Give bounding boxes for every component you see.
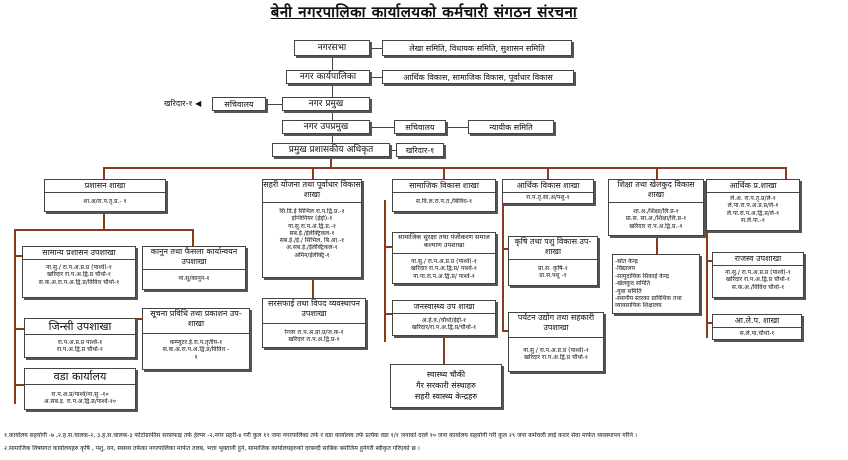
unit-law-judgment [142, 246, 246, 290]
health-institutions-box [390, 364, 502, 408]
division-social-development [392, 179, 496, 212]
staff-line: इन्जिनियर (ईद्दो)-१ [291, 215, 333, 223]
karyapalika-committees-box: आर्थिक विकास, सामाजिक विकास, पूर्वाधार विकास [382, 70, 574, 84]
nagarsabha-box: नगरसभा [294, 40, 370, 56]
staff-line: अमिन/ईलेक्ट्रि-१ [294, 251, 330, 259]
division-title: प्रशासन शाखा [45, 180, 165, 193]
staff-line: ना.सु/कानुन-१ [178, 275, 210, 282]
connector [103, 212, 105, 230]
staff-line: अ.हे.व./चौथो/ईद्दो-१ [421, 317, 467, 324]
bus-connector [330, 157, 332, 167]
division-staff [709, 195, 797, 224]
unit-staff [395, 317, 493, 332]
unit-sanitation-disaster [262, 298, 366, 348]
staff-line: खरिदार रा.प.अ.द्वि.प्र चौथो-१ [46, 271, 111, 279]
unit-title: सामाजिक सुरक्षा तथा पंजीकरण समाज कल्याण उपशाखा [393, 233, 495, 254]
unit-title: जिन्सी उपशाखा [25, 319, 135, 335]
staff-line: स.ले.पा.-१ [740, 216, 766, 224]
staff-line: अ.सब.इ. रा.प.अ.द्वि.प्र/पार्श्व-१० [44, 398, 116, 406]
cao-kharidar-box: खरिदार-१ [396, 143, 444, 157]
cao-box: प्रमुख प्रशासकीय अधिकृत [272, 143, 390, 157]
upapramukh-box: नगर उपप्रमुख [282, 120, 370, 134]
division-economic-development [502, 179, 594, 204]
connector [446, 127, 468, 128]
institution-line: -स्रोत केन्द्र [615, 258, 638, 265]
unit-title: सामान्य प्रशासन उपशाखा [23, 247, 135, 260]
connector [14, 229, 194, 231]
bus-drop [656, 167, 658, 179]
secretariat-right-box: सचिवालय [394, 120, 446, 134]
division-staff [505, 194, 591, 201]
unit-title: आ.ले.प. शाखा [713, 315, 801, 328]
division-staff [395, 198, 493, 205]
staff-line: ना.सु./ रा.प.अ.प्र.प्र (पार्श्व)-१ [411, 258, 477, 265]
staff-line: खरिदार/रा.प.अ.द्वि.प्र/चौथो-१ [411, 324, 477, 332]
staff-line: खरिदार रा.प.अ.द्वि.प्र चौथो-१ [725, 276, 790, 284]
division-administration [44, 179, 166, 212]
karyapalika-box: नगर कार्यपालिका [286, 70, 370, 84]
secretariat-left-box: सचिवालय [212, 97, 266, 111]
bus-drop [312, 167, 314, 179]
unit-it-publication [142, 308, 250, 370]
division-title: आर्थिक विकास शाखा [503, 180, 593, 193]
unit-general-administration [22, 246, 136, 298]
health-institutions-list [393, 369, 499, 402]
unit-title: जनस्वास्थ्य उप शाखा [393, 301, 495, 314]
staff-line: शा.अ./शिक्षा/लि.प्र-१ [633, 208, 679, 215]
unit-inventory [24, 318, 136, 358]
division-urban-infrastructure [262, 179, 362, 278]
connector [14, 384, 24, 386]
institution-line: व्यावसायिक शिक्षालय [615, 302, 662, 310]
kharidar-left-text: खरिदार-१ [164, 99, 193, 108]
education-institutions-box [612, 254, 700, 314]
division-title: सहरी योजना तथा पूर्वाधार विकास शाखा [263, 180, 361, 203]
connector [443, 336, 445, 364]
staff-line: शा.अ/रा.प.तृ.प्र.- १ [83, 198, 127, 205]
staff-line: स.क.अ.रा.प.अ.द्वि.प्र/विविध चौथो-१ [38, 278, 120, 286]
unit-title: कानुन तथा फैसला कार्यान्वयन उपशाखा [143, 247, 245, 270]
staff-line: ना.सु / रा.प.अ.प्र.प्र (पार्श्व)-१ [523, 347, 589, 354]
unit-staff [395, 258, 493, 280]
staff-line: खरिदार रा.प.अ.द्वि.प्र चौथो-१ [523, 354, 588, 362]
connector [384, 313, 392, 315]
staff-line: स.क.अ.रा.प.अ.द्वि.प्र/विविध - [162, 346, 230, 354]
unit-title: सूचना प्रविधि तथा प्रकाशन उप-शाखा [143, 309, 249, 334]
staff-line: सब.ई./ई./ सिभिल, बि.आ.-१ [279, 237, 345, 245]
bus-drop [103, 167, 105, 179]
unit-staff [715, 269, 801, 291]
connector [14, 255, 22, 257]
connector [370, 48, 382, 49]
staff-line: प्रा.स. कृषि-१ [538, 265, 568, 272]
staff-line: रा.प.अ.द्वि.प्र चौथो-१ [57, 346, 103, 354]
connector [370, 127, 394, 128]
footnote-2: २.सामाजिक विषयगत कार्यालयहरु कृषि , पशु, वन, स्वस्थ्य तर्फका नगरपालिका मार्फत तलब, भत्ता भुक्तानी हुने, सामाजिक कार्यालयहरुको दरबन्दी साबिक बमोजिम हुनेगरी स्वीकृत गरिएको छ । [4, 445, 420, 452]
staff-line: ले.पा.रा.प.अ.द्वि.प्र/ले-१ [726, 209, 780, 217]
footnote-1: १.कार्यालय सहयोगी -७ ,२.ह.स.चालक-२, ३.ह.स.चालक-३ फोटोग्राफीस सरसफाइ तर्फ हेल्पर -२,नगर प्रहरी-४ गरी कुल १९ जना नगरपालिका तर्फ र वडा कार्यालय तर्फ प्रत्येक वडा १/१ जनाको दरले १० जना कार्यालय सहयोगी गरी कुल २९ जना कर्मचारी लाई करार सेवा मार्फत व्यवस्थापन गरिने । [4, 432, 638, 439]
staff-line: खरिदार रा.प.अ.द्वि.प्र/ पार्श्व-१ [410, 265, 478, 273]
division-financial-administration [706, 179, 800, 231]
staff-line: सि.डि.ई सिभिल रा.प.द्वि.प्र.-१ [279, 208, 345, 215]
institution-line: -खेलकुद समिति [615, 280, 651, 288]
unit-social-security [392, 232, 496, 284]
staff-line: रा.प.अ.प्र.प्र पार्श्व-१ [57, 339, 103, 346]
unit-ward-office [24, 368, 136, 410]
connector [502, 204, 504, 332]
staff-line: रेन्जर रा.प.अ.प्रा.प्र/ज.क-१ [284, 329, 344, 336]
staff-line: प्रा.स.पशु -१ [539, 272, 567, 280]
bus-drop [785, 167, 787, 179]
unit-staff [511, 347, 601, 362]
staff-line: १ [194, 353, 198, 361]
unit-staff [27, 339, 133, 354]
division-staff [265, 208, 359, 259]
staff-line: स.क.अ./विविध चौथो-१ [731, 283, 785, 291]
institution-line: -युवा समिति [615, 287, 642, 295]
division-title: आर्थिक प्र.शाखा [707, 180, 799, 193]
staff-line: ना.सु./ रा.प.अ.प्र.प्र (पार्श्व)-१ [725, 269, 791, 276]
institution-line: -स्थानीय स्तरका प्राविधिक तथा [615, 295, 682, 303]
bus-drop [443, 167, 445, 179]
staff-line: स.ले.पा.चौथो-१ [739, 330, 775, 337]
division-education-sports [608, 179, 704, 236]
staff-line: स.वि.ल.रा.प.त./बिविध-१ [415, 198, 473, 205]
education-institutions-list [615, 258, 697, 310]
connector [332, 56, 333, 70]
connector [384, 246, 392, 248]
division-title: शिक्षा तथा खेलकुद विकास शाखा [609, 180, 703, 203]
arrow-icon: ◀ [195, 99, 202, 108]
bus-drop [547, 167, 549, 179]
connector [332, 133, 333, 143]
staff-line: कम्प्युटर.ई.रा.प.तृतीय-१ [169, 339, 223, 346]
unit-title: कृषि तथा पशु विकास उप-शाखा [509, 237, 597, 260]
connector [384, 200, 386, 342]
staff-line: रा.प.तृ.सा.अ/पशु-१ [526, 194, 570, 201]
staff-line: ना.सु.रा.प.अ.द्वि.प्र.-१ [288, 222, 336, 230]
connector [656, 236, 658, 254]
unit-staff [145, 275, 243, 282]
unit-internal-audit [712, 314, 802, 340]
judicial-committee-box: न्यायीक समिति [468, 120, 554, 134]
staff-line: सब.ई./ईलेक्ट्रिकल-१ [289, 229, 335, 237]
unit-title: राजस्व उपशाखा [713, 253, 803, 266]
staff-line: ना.पा.रा.प.अ.द्वि.प्र/ पार्श्व-१ [413, 272, 475, 280]
institution-line: गैर सरकारी संस्थाहरु [416, 381, 476, 390]
staff-line: अ.सब.ई./ईलेक्ट्रिकल-१ [286, 244, 338, 252]
connector [266, 104, 282, 105]
kharidar-left-label [164, 99, 201, 109]
staff-line: ले.पा.रा.प.अ.प्र.प्र/ले-१ [727, 202, 779, 210]
staff-line: खरिदार रा.प.अ.द्वि.प्र-१ [288, 336, 340, 344]
unit-title: पर्यटन उद्योग तथा सहकारी उपशाखा [509, 313, 603, 338]
unit-staff [715, 330, 799, 337]
connector [370, 77, 382, 78]
institution-line: स्वास्थ्य चौकी [426, 370, 466, 379]
staff-line: ले.अ. रा.प.तृ.प्र/ले-१ [730, 195, 776, 202]
pramukh-box: नगर प्रमुख [282, 97, 370, 111]
unit-staff [25, 264, 133, 286]
unit-revenue [712, 252, 804, 298]
unit-staff [511, 265, 595, 280]
unit-staff [27, 391, 133, 406]
unit-title: वडा कार्यालय [25, 369, 135, 385]
staff-line: रा.प.अ.प्र/पार्श्व/ना.सु -१० [51, 391, 109, 398]
unit-staff [145, 339, 247, 361]
institution-line: -विद्यालय [615, 265, 635, 273]
institution-line: -सामुदायिक सिकाई केन्द्र [615, 272, 669, 280]
unit-staff [265, 329, 363, 344]
staff-line: खरिदार रा.प.अ.द्वि.प्र.-१ [629, 222, 683, 230]
unit-public-health [392, 300, 496, 336]
connector [14, 328, 24, 330]
connector [312, 278, 314, 298]
division-title: सामाजिक विकास शाखा [393, 180, 495, 193]
connector [332, 84, 333, 98]
division-staff [47, 198, 163, 205]
division-staff [611, 208, 701, 230]
staff-line: ना.सु./ रा.प.अ.प्र.प्र (पार्श्व)-१ [46, 264, 112, 271]
institution-line: सहरी स्वास्थ्य केन्द्रहरु [414, 392, 478, 401]
unit-tourism-industry-cooperative [508, 312, 604, 372]
page-title: बेनी नगरपालिका कार्यालयको कर्मचारी संगठन संरचना [270, 3, 578, 21]
nagarsabha-committees-box: लेखा समिति, विधायक समिति, सुशासन समिति [382, 40, 572, 56]
unit-agriculture-livestock [508, 236, 598, 286]
staff-line: प्रा.स. सा.अ./शिक्षा/लि.प्र-१ [625, 215, 687, 223]
unit-title: सरसफाई तथा विपद व्यवस्थापन उपशाखा [263, 299, 365, 324]
